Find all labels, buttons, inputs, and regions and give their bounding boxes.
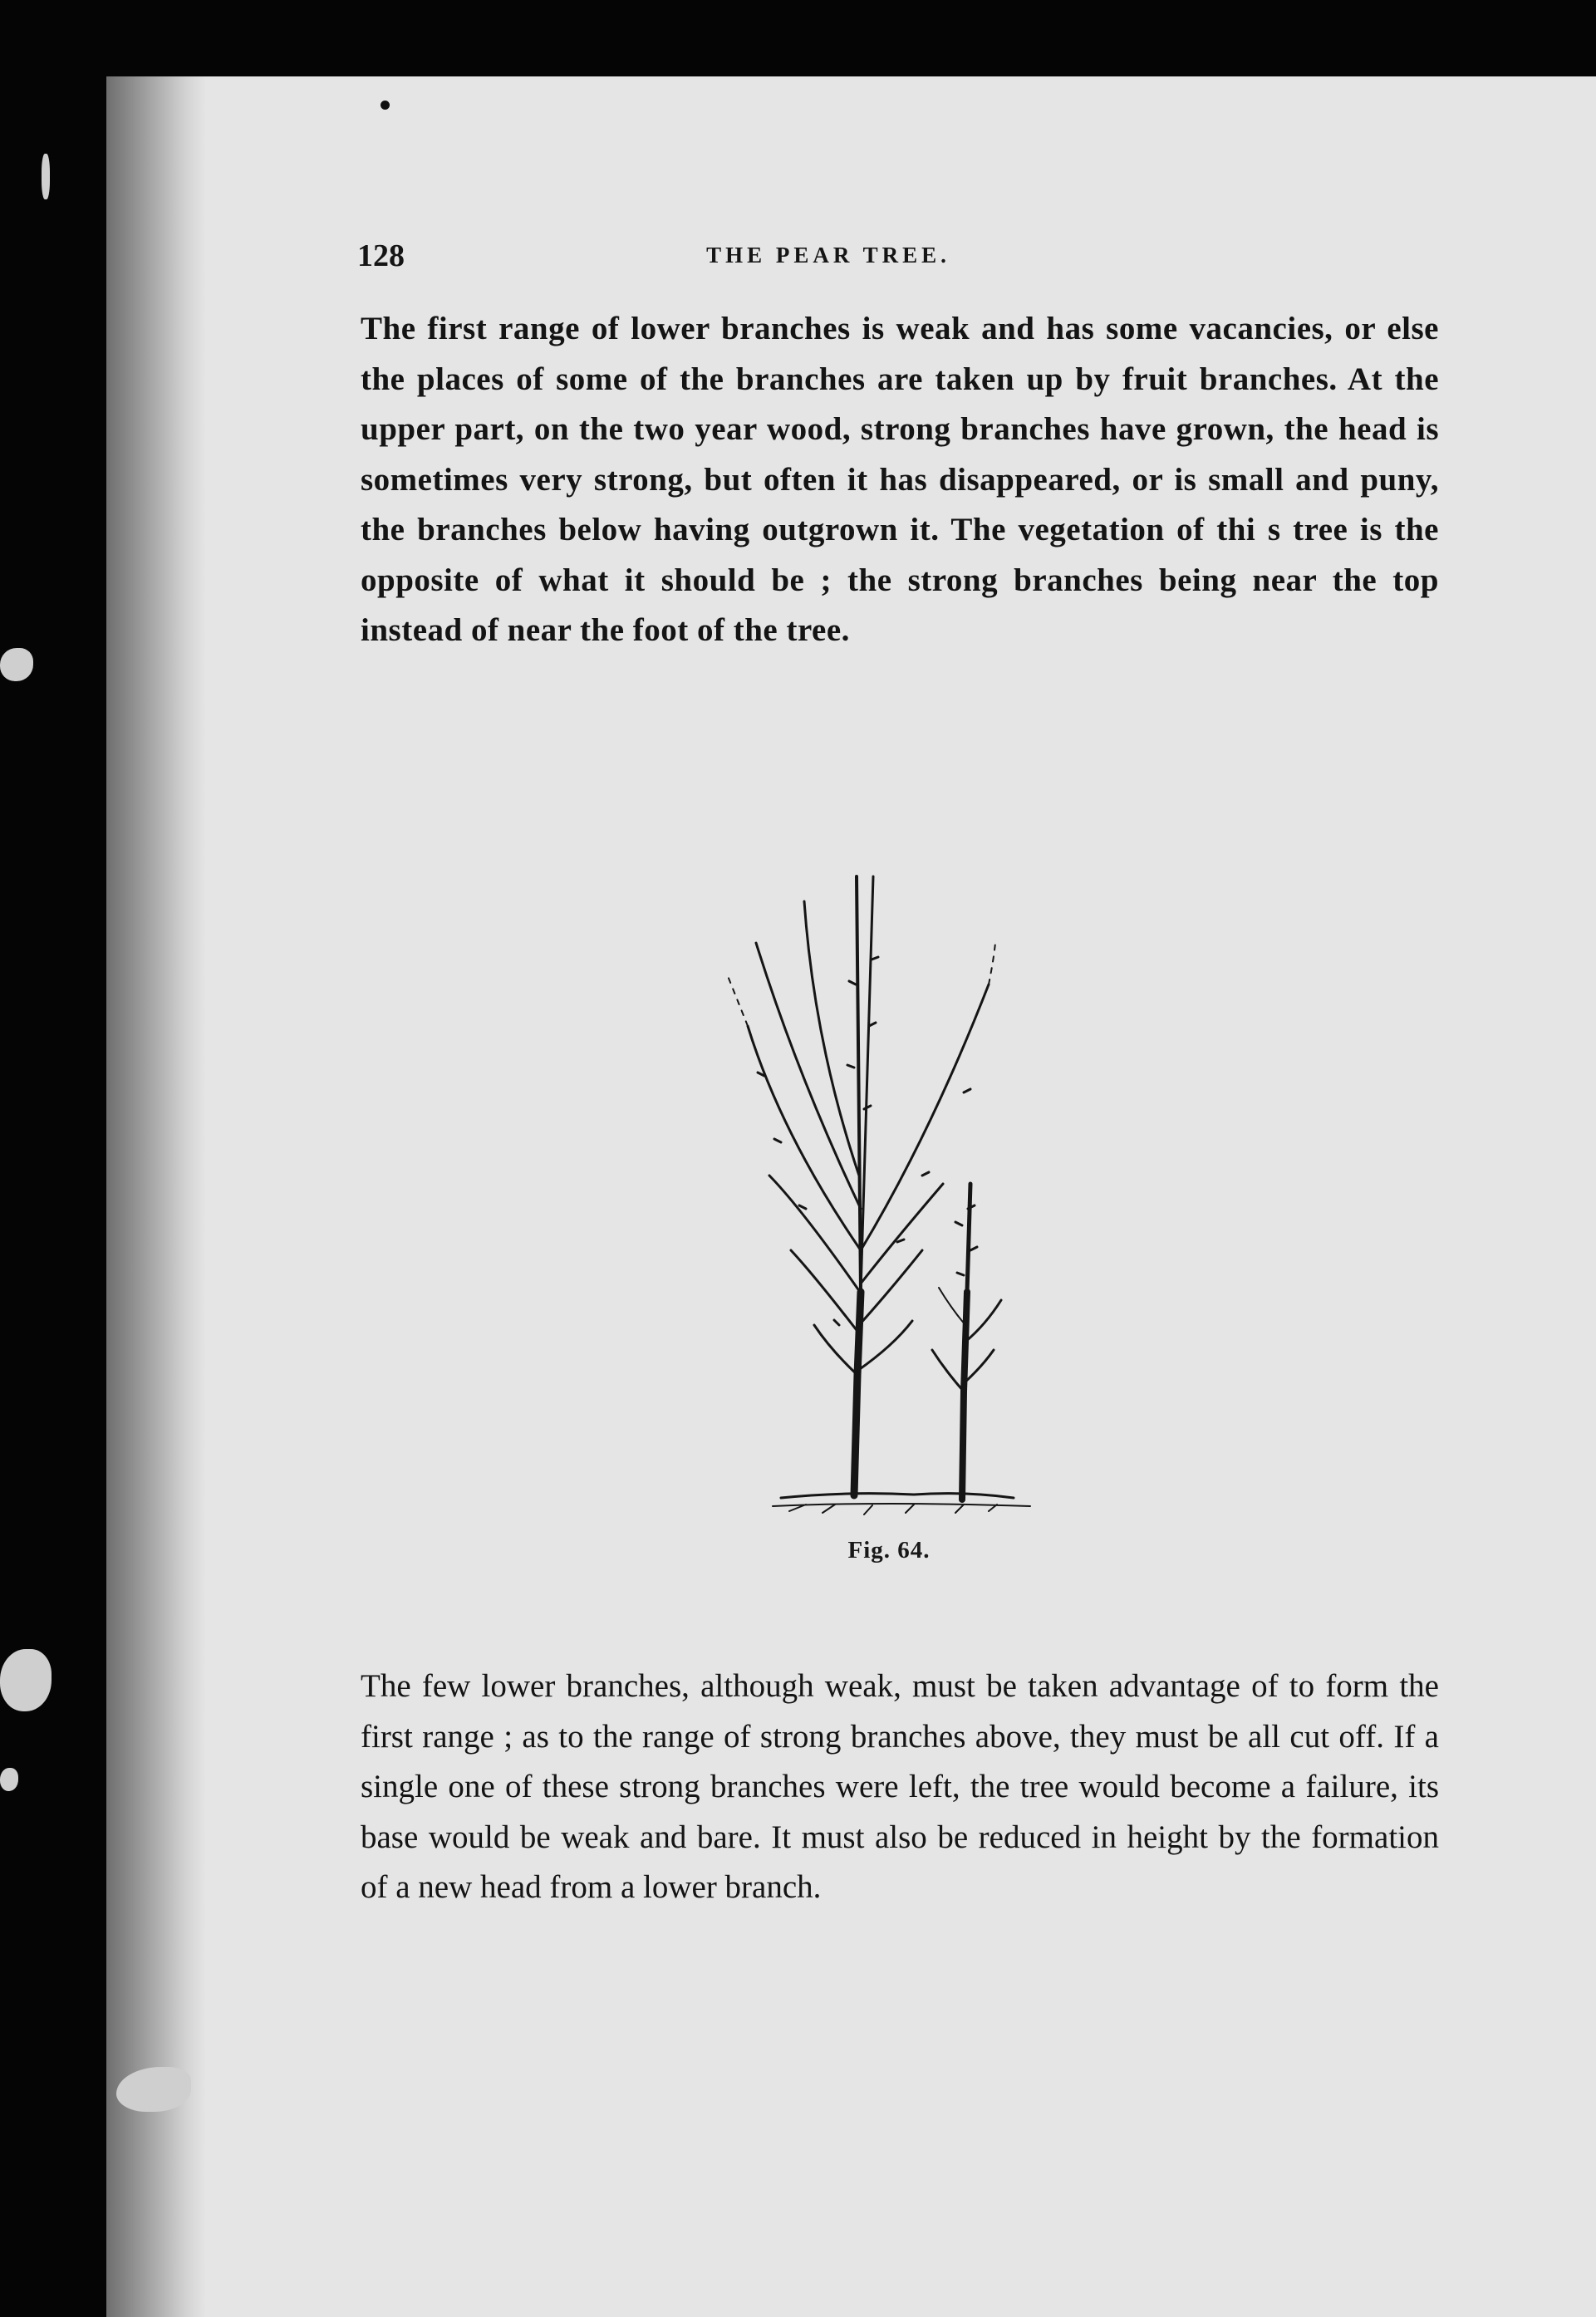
page-number: 128 [357, 238, 405, 273]
scan-artifact [0, 1768, 18, 1791]
large-tree-branch-tip [728, 976, 748, 1026]
ink-speck [381, 101, 390, 110]
large-tree-branch [859, 1250, 922, 1325]
pear-tree-illustration [715, 860, 1063, 1516]
large-tree-branch [791, 1250, 859, 1333]
small-tree-branch [939, 1288, 965, 1325]
tree-drawing [715, 860, 1063, 1516]
large-tree-leader [857, 876, 861, 1292]
small-tree-leader [967, 1184, 970, 1292]
page-gutter-shadow [106, 76, 206, 2317]
figure-caption: Fig. 64. [847, 1537, 931, 1563]
large-tree-branch [861, 876, 873, 1292]
large-tree-branch-tip [989, 943, 995, 984]
scan-artifact [0, 648, 33, 681]
large-tree-branch [804, 901, 859, 1176]
large-tree-branch [814, 1325, 857, 1375]
large-tree-branch [756, 943, 861, 1209]
body-paragraph: The first range of lower branches is weak and has some vacancies, or else the places of some of the branches are taken up by fruit branches. At the upper part, on the two year wood, strong branches have grown, the head is sometimes very strong, but often it has disappeared, or is small and puny, the branches below having outgrown it. The vegetation of thi s tree is the opposite of what it should be ; the strong branches being near the top instead of near the foot of the tree. [361, 311, 1439, 648]
body-paragraph: The few lower branches, although weak, must be taken advantage of to form the first range ; as to the range of strong branches above, they must be all cut off. If a single one of these strong branches were left, the tree would become a failure, its base would be weak and bare. It must also be reduced in height by the formation of a new head from a lower branch. [361, 1668, 1439, 1905]
small-tree-branch [932, 1350, 964, 1392]
large-tree-branch [857, 1321, 912, 1371]
large-tree-trunk [854, 1292, 861, 1495]
large-tree-branch [769, 1176, 860, 1292]
grass-marks [789, 1505, 997, 1514]
ground-line [773, 1504, 1030, 1506]
small-tree-branch [965, 1300, 1001, 1342]
scan-artifact [42, 154, 50, 199]
large-tree-branch [861, 1184, 943, 1284]
scan-artifact [0, 1649, 52, 1711]
running-head: THE PEAR TREE. [706, 243, 950, 268]
page-header [249, 238, 1407, 279]
ground-line [781, 1494, 1014, 1498]
